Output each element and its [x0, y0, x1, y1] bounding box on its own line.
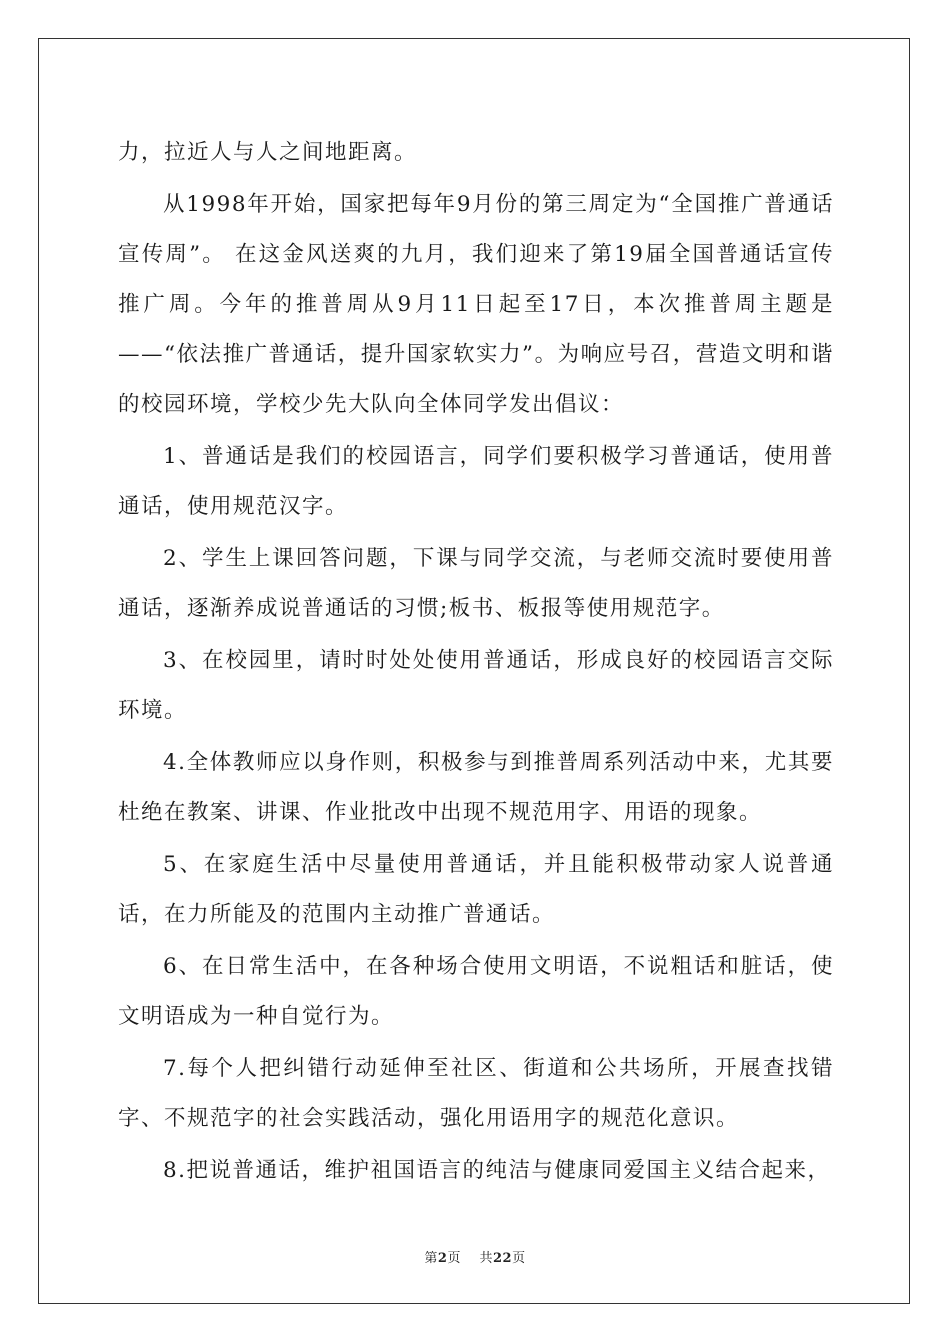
- paragraph-continuation: 力，拉近人与人之间地距离。: [118, 140, 418, 165]
- page-number-suffix: 页: [447, 1251, 461, 1266]
- paragraph-item-7: 7.每个人把纠错行动延伸至社区、街道和公共场所，开展查找错字、不规范字的社会实践活动，强化用语用字的规范化意识。: [118, 1056, 834, 1131]
- page-footer: [0, 1247, 950, 1266]
- total-pages: 22: [493, 1251, 513, 1266]
- paragraph-item-4: 4.全体教师应以身作则，积极参与到推普周系列活动中来，尤其要杜绝在教案、讲课、作业批改中出现不规范用字、用语的现象。: [118, 750, 834, 825]
- total-pages-prefix: 共: [479, 1251, 493, 1266]
- paragraph-item-2: 2、学生上课回答问题，下课与同学交流，与老师交流时要使用普通话，逐渐养成说普通话的习惯;板书、板报等使用规范字。: [118, 546, 834, 621]
- paragraph-item-1: 1、普通话是我们的校园语言，同学们要积极学习普通话，使用普通话，使用规范汉字。: [118, 444, 834, 519]
- page-number-prefix: 第: [424, 1251, 438, 1266]
- document-body: [118, 128, 834, 1198]
- paragraph-item-8: 8.把说普通话，维护祖国语言的纯洁与健康同爱国主义结合起来，: [163, 1158, 831, 1183]
- total-pages-suffix: 页: [512, 1251, 526, 1266]
- paragraph-item-3: 3、在校园里，请时时处处使用普通话，形成良好的校园语言交际环境。: [118, 648, 834, 723]
- paragraph-intro: 从1998年开始，国家把每年9月份的第三周定为“全国推广普通话宣传周”。 在这金风送爽的九月，我们迎来了第19届全国普通话宣传推广周。今年的推普周从9月11日起至17日，本次推普周主题是——“依法推广普通话，提升国家软实力”。为响应号召，营造文明和谐的校园环境，学校少先大队向全体同学发出倡议：: [118, 192, 834, 417]
- page-number: 2: [437, 1251, 448, 1266]
- paragraph-item-5: 5、在家庭生活中尽量使用普通话，并且能积极带动家人说普通话，在力所能及的范围内主动推广普通话。: [118, 852, 834, 927]
- paragraph-item-6: 6、在日常生活中，在各种场合使用文明语，不说粗话和脏话，使文明语成为一种自觉行为。: [118, 954, 834, 1029]
